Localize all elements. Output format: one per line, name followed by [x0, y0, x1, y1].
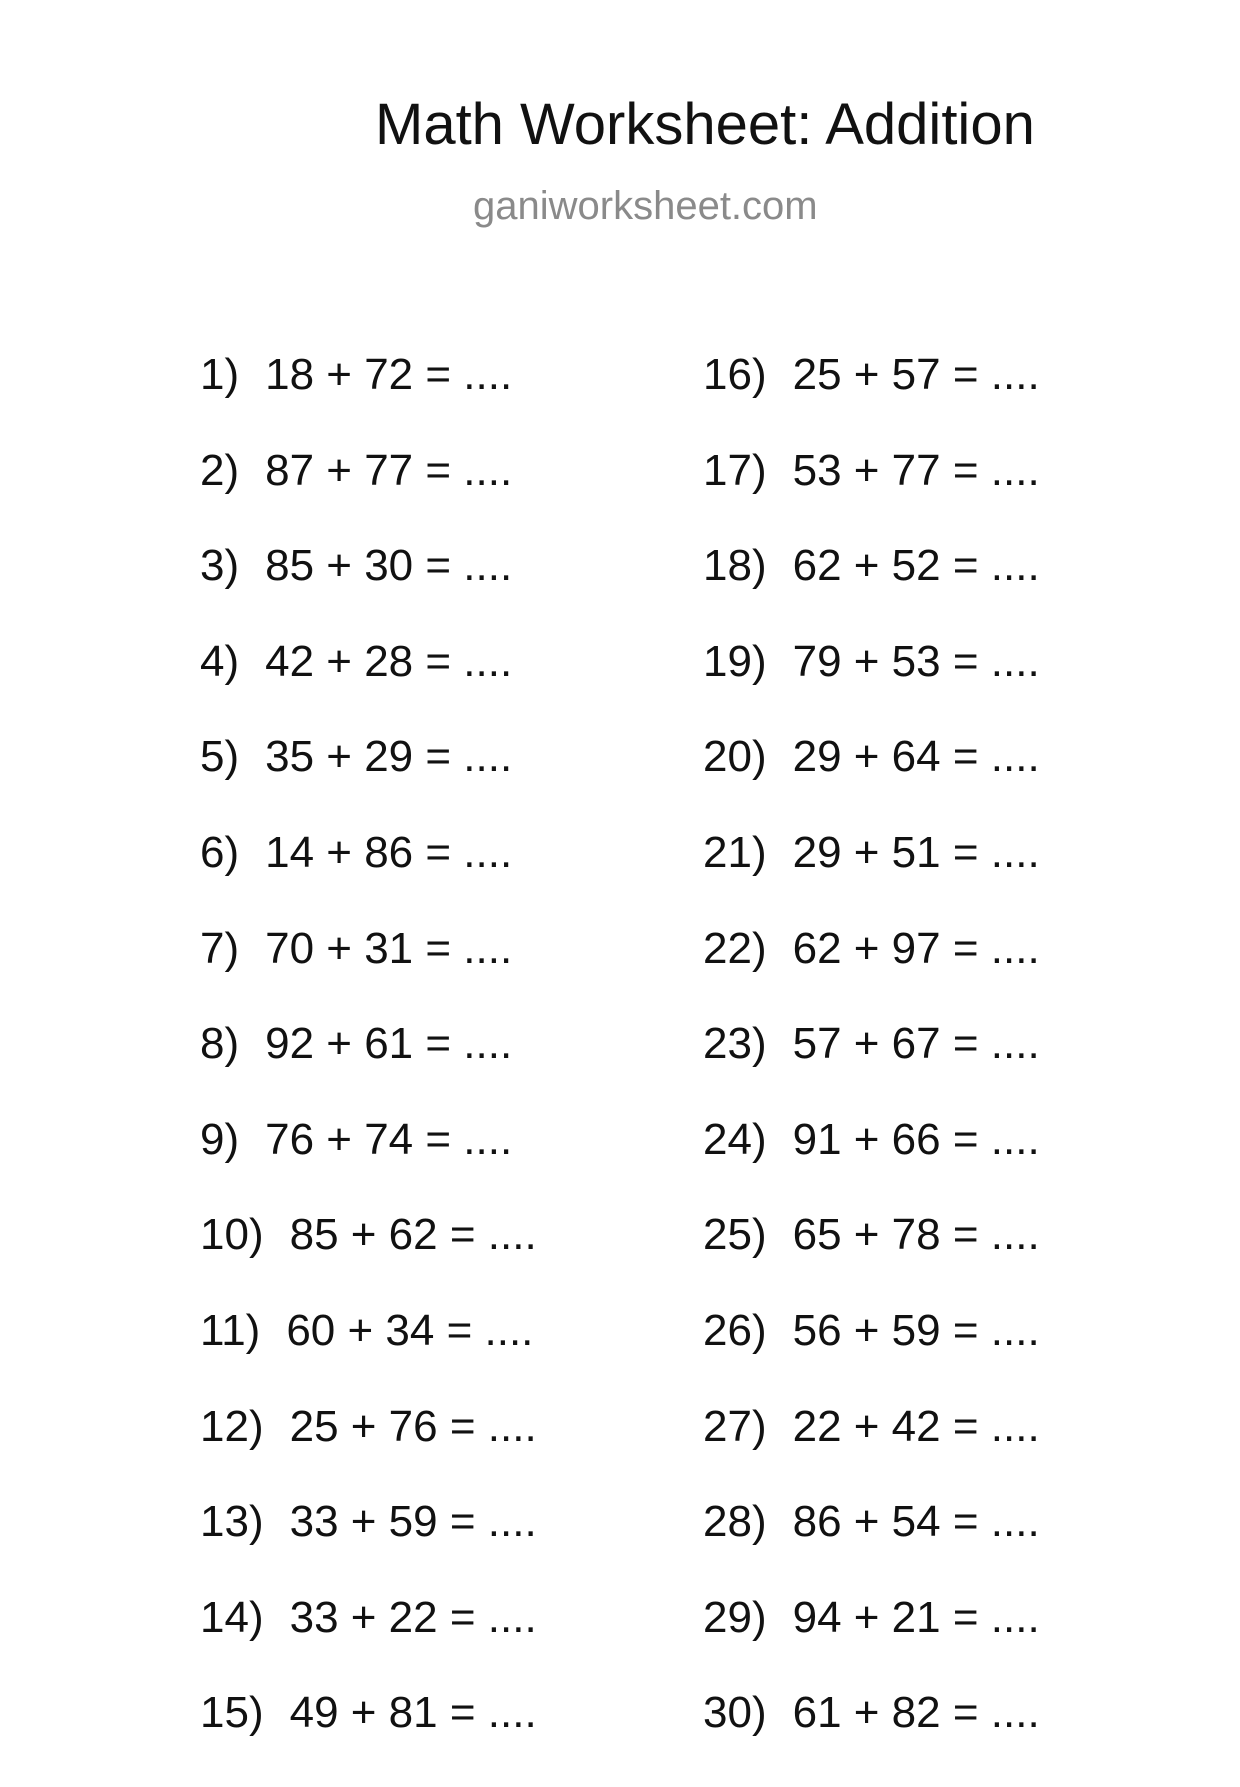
problem-number: 7) [200, 923, 240, 973]
problem-expression: 86 + 54 = .... [792, 1497, 1040, 1547]
problem-expression: 25 + 57 = .... [792, 350, 1040, 399]
problem-number: 24) [703, 1114, 767, 1164]
problem-item [703, 1019, 1040, 1118]
problem-item [200, 1019, 537, 1118]
problem-number: 8) [200, 1019, 240, 1069]
problem-number: 10) [200, 1210, 264, 1260]
problem-item [200, 827, 537, 927]
problem-expression: 61 + 82 = .... [792, 1688, 1040, 1738]
problem-item [703, 636, 1040, 736]
problem-expression: 42 + 28 = .... [265, 636, 513, 686]
problem-number: 2) [200, 445, 240, 495]
problem-expression: 70 + 31 = .... [265, 923, 513, 973]
problem-number: 23) [703, 1019, 767, 1069]
problem-item [200, 1688, 537, 1787]
problem-expression: 91 + 66 = .... [792, 1114, 1040, 1164]
problem-expression: 56 + 59 = .... [792, 1305, 1040, 1355]
problem-item [200, 1497, 537, 1596]
problem-number: 13) [200, 1497, 264, 1547]
problem-number: 4) [200, 636, 240, 686]
problem-item [703, 350, 1040, 449]
problem-number: 5) [200, 732, 240, 782]
site-name: ganiworksheet.com [473, 184, 818, 228]
problem-item [200, 636, 537, 736]
problem-number: 15) [200, 1688, 264, 1738]
page-title: Math Worksheet: Addition [375, 92, 1035, 157]
problem-number: 18) [703, 541, 767, 591]
problem-expression: 29 + 64 = .... [792, 732, 1040, 782]
problem-number: 14) [200, 1592, 264, 1642]
problem-column-left [200, 350, 537, 1787]
problem-number: 16) [703, 350, 767, 399]
problem-expression: 79 + 53 = .... [792, 636, 1040, 686]
problem-expression: 53 + 77 = .... [792, 445, 1040, 495]
problem-item [200, 732, 537, 831]
problem-item [200, 923, 537, 1023]
problem-expression: 62 + 97 = .... [792, 923, 1040, 973]
problem-number: 1) [200, 350, 240, 399]
problem-item [703, 541, 1040, 640]
problem-expression: 65 + 78 = .... [792, 1210, 1040, 1260]
problem-expression: 33 + 22 = .... [289, 1592, 537, 1642]
problem-expression: 92 + 61 = .... [265, 1019, 513, 1069]
problem-number: 27) [703, 1401, 767, 1451]
problem-expression: 14 + 86 = .... [265, 827, 513, 877]
problem-number: 12) [200, 1401, 264, 1451]
problem-expression: 49 + 81 = .... [289, 1688, 537, 1738]
problem-item [703, 1210, 1040, 1309]
problem-expression: 62 + 52 = .... [792, 541, 1040, 591]
problem-number: 29) [703, 1592, 767, 1642]
problem-expression: 85 + 30 = .... [265, 541, 513, 591]
problem-item [703, 732, 1040, 831]
problem-expression: 94 + 21 = .... [792, 1592, 1040, 1642]
problem-item [200, 1401, 537, 1501]
problem-item [200, 445, 537, 545]
problem-item [703, 1401, 1040, 1501]
problem-item [200, 541, 537, 640]
problem-expression: 29 + 51 = .... [792, 827, 1040, 877]
problem-item [703, 445, 1040, 545]
problem-number: 9) [200, 1114, 240, 1164]
problem-item [200, 1592, 537, 1692]
problem-item [703, 1688, 1040, 1787]
problem-number: 3) [200, 541, 240, 591]
problem-number: 11) [200, 1305, 261, 1355]
problem-item [703, 1114, 1040, 1214]
problem-column-right [703, 350, 1040, 1787]
problem-number: 21) [703, 827, 767, 877]
problem-expression: 35 + 29 = .... [265, 732, 513, 782]
problem-item [200, 350, 537, 449]
problem-expression: 57 + 67 = .... [792, 1019, 1040, 1069]
problem-expression: 18 + 72 = .... [265, 350, 513, 399]
problem-number: 30) [703, 1688, 767, 1738]
problem-item [200, 1305, 537, 1405]
problem-item [703, 1305, 1040, 1405]
problem-item [703, 1497, 1040, 1596]
problem-number: 26) [703, 1305, 767, 1355]
problem-expression: 25 + 76 = .... [289, 1401, 537, 1451]
problem-expression: 60 + 34 = .... [286, 1305, 534, 1355]
problem-number: 17) [703, 445, 767, 495]
problem-expression: 76 + 74 = .... [265, 1114, 513, 1164]
problem-item [703, 1592, 1040, 1692]
problem-item [703, 827, 1040, 927]
problem-number: 25) [703, 1210, 767, 1260]
problem-expression: 22 + 42 = .... [792, 1401, 1040, 1451]
problem-item [200, 1210, 537, 1309]
problem-expression: 33 + 59 = .... [289, 1497, 537, 1547]
problem-number: 6) [200, 827, 240, 877]
problem-number: 20) [703, 732, 767, 782]
problem-number: 22) [703, 923, 767, 973]
problem-item [200, 1114, 537, 1214]
problem-item [703, 923, 1040, 1023]
problem-number: 19) [703, 636, 767, 686]
problem-number: 28) [703, 1497, 767, 1547]
problem-expression: 87 + 77 = .... [265, 445, 513, 495]
problem-expression: 85 + 62 = .... [289, 1210, 537, 1260]
